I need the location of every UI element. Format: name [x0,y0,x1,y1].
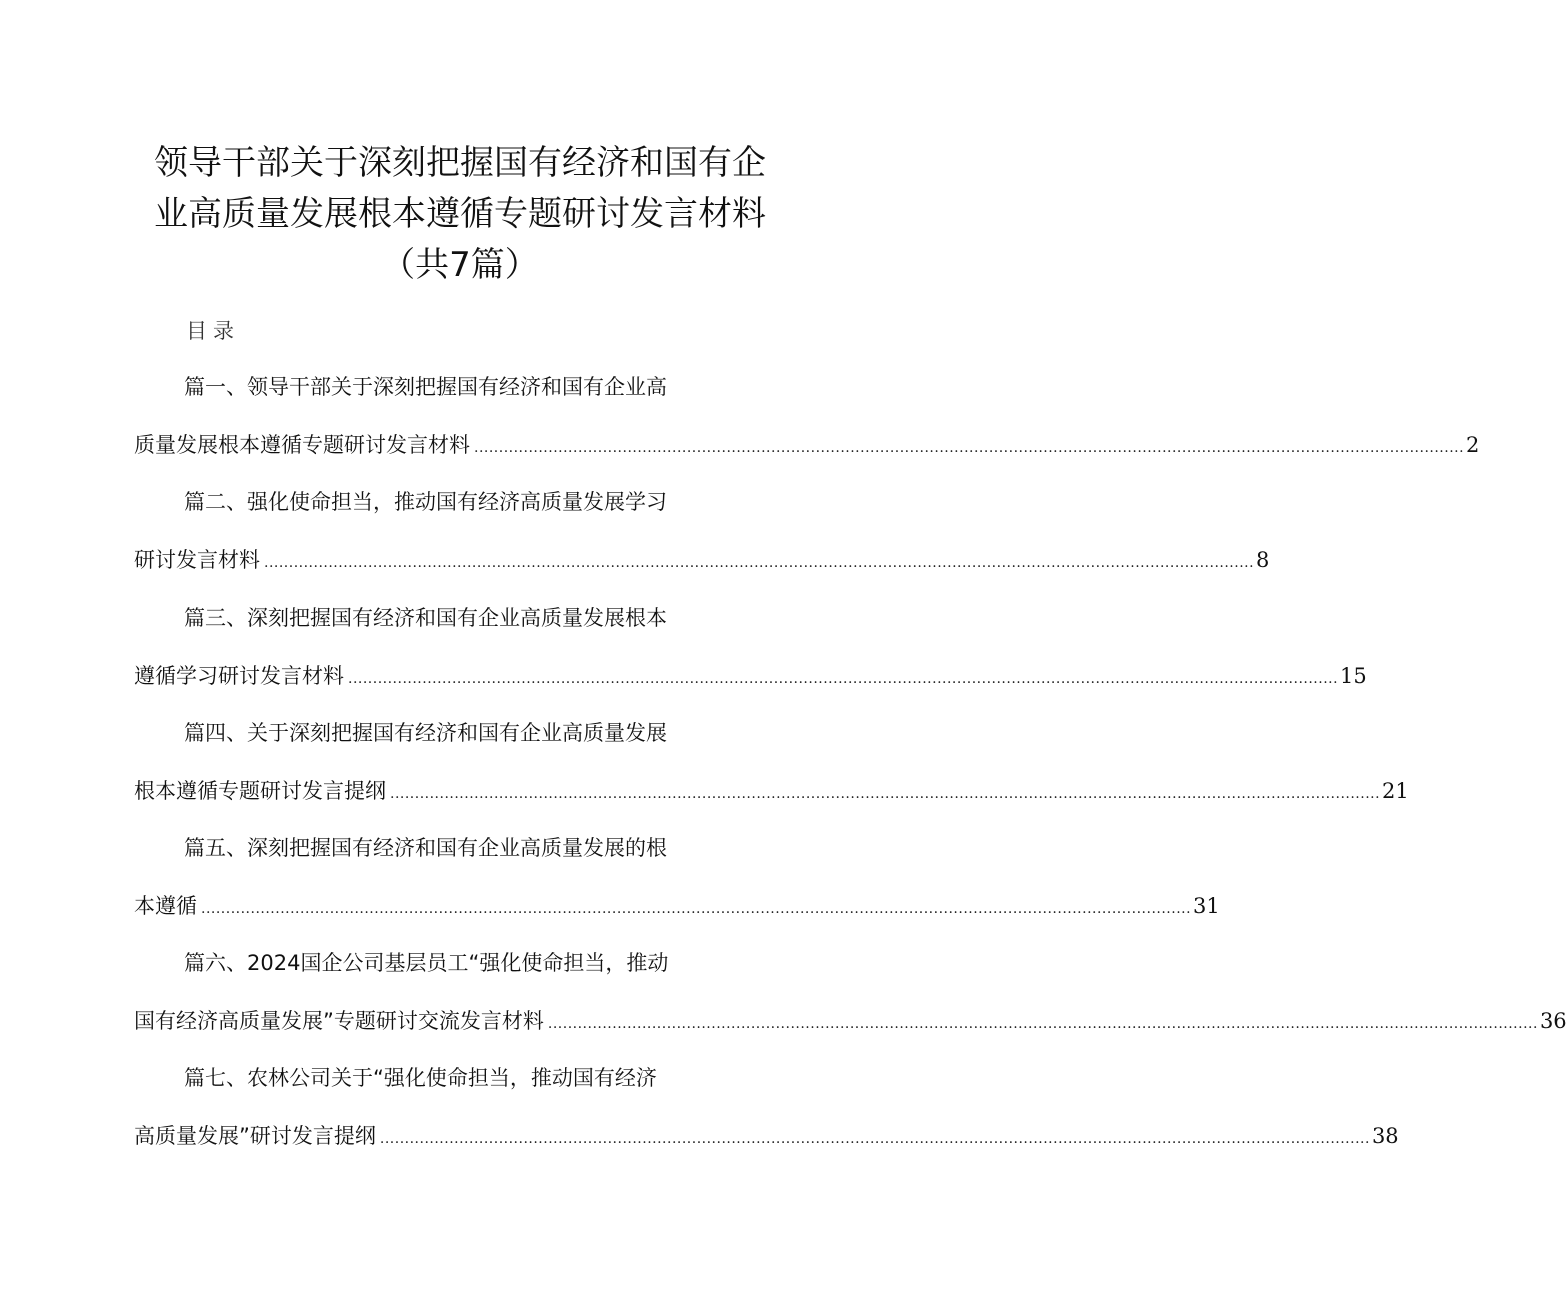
toc-page-number: 8 [1256,548,1270,572]
title-line-1: 领导干部关于深刻把握国有经济和国有企 [154,143,766,183]
document-title [110,138,810,291]
toc-entry-title-line-2 [134,661,1367,694]
toc-entry-title-line-1: 篇五、深刻把握国有经济和国有企业高质量发展的根 [184,836,667,860]
toc-entry-title-continuation: 质量发展根本遵循专题研讨发言材料 [134,433,470,457]
dot-leader: ........................................................................................................................................................................................................ [264,555,1255,571]
toc-page-number: 38 [1371,1124,1399,1148]
toc-entry-title-continuation: 根本遵循专题研讨发言提纲 [134,779,386,803]
toc-entry-title-line-2 [134,430,1480,463]
dot-leader: ........................................................................................................................................................................................................ [379,1131,1370,1147]
dot-leader: ........................................................................................................................................................................................................ [201,901,1192,917]
toc-page-number: 21 [1382,779,1409,803]
toc-entry-title-line-1: 篇二、强化使命担当，推动国有经济高质量发展学习 [184,490,667,514]
toc-entry-title-continuation: 遵循学习研讨发言材料 [134,664,344,688]
toc-entry-title-line-2 [134,776,1409,809]
toc-entry-title-line-1: 篇一、领导干部关于深刻把握国有经济和国有企业高 [184,375,667,399]
dot-leader: ........................................................................................................................................................................................................ [390,786,1381,802]
toc-page-number: 15 [1340,664,1367,688]
toc-entry-title-continuation: 高质量发展”研讨发言提纲 [134,1124,376,1148]
toc-heading: 目录 [186,319,240,343]
toc-entry-title-line-2 [134,545,1270,578]
toc-page-number: 31 [1193,894,1220,918]
toc-entry-title-continuation: 国有经济高质量发展”专题研讨交流发言材料 [134,1009,544,1033]
dot-leader: ........................................................................................................................................................................................................ [474,440,1465,456]
toc-entry-title-line-1: 篇七、农林公司关于“强化使命担当，推动国有经济 [184,1066,657,1090]
toc-entry-title-line-2 [134,1121,1399,1154]
toc-entry-title-line-2 [134,891,1220,924]
toc-entry-title-line-1: 篇三、深刻把握国有经济和国有企业高质量发展根本 [184,606,667,630]
toc-entry-title-continuation: 研讨发言材料 [134,548,260,572]
toc-entry-title-line-1: 篇四、关于深刻把握国有经济和国有企业高质量发展 [184,721,667,745]
toc-entry-title-line-2 [134,1006,1567,1039]
dot-leader: ........................................................................................................................................................................................................ [547,1016,1538,1032]
title-line-2: 业高质量发展根本遵循专题研讨发言材料 [154,194,766,234]
toc-entry-title-continuation: 本遵循 [134,894,197,918]
toc-page-number: 2 [1466,433,1480,457]
toc-page-number: 36 [1539,1009,1567,1033]
dot-leader: ........................................................................................................................................................................................................ [348,671,1339,687]
title-line-3: （共7篇） [381,245,539,285]
toc-entry-title-line-1: 篇六、2024国企公司基层员工“强化使命担当，推动 [184,951,669,975]
